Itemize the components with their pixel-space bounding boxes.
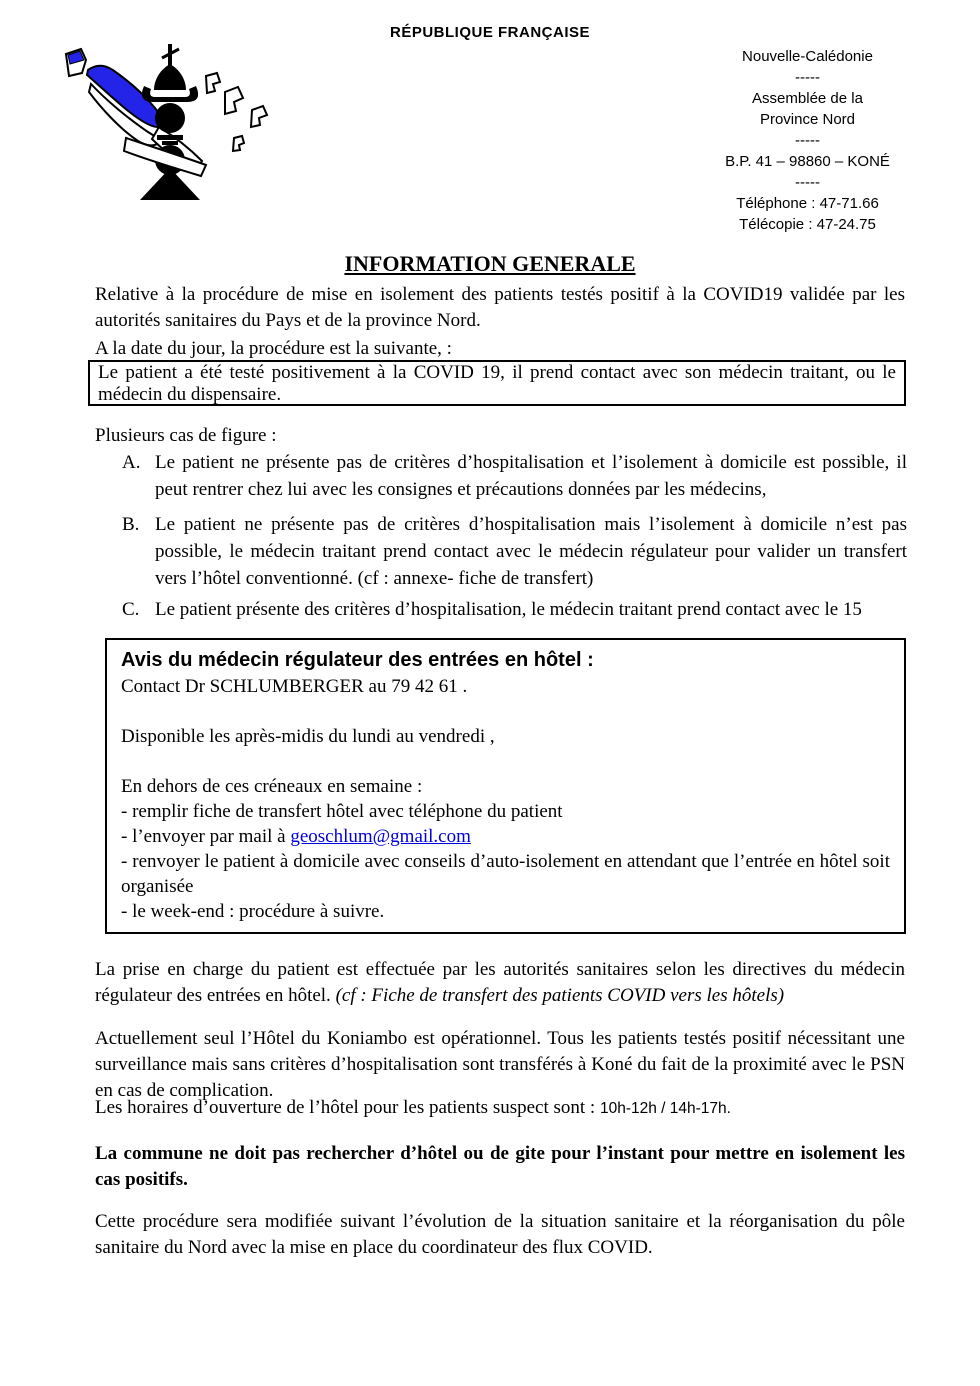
advice-contact-line: Contact Dr SCHLUMBERGER au 79 42 61 . [121,676,468,697]
email-link[interactable]: geoschlum@gmail.com [290,826,471,847]
letterhead-phone: Téléphone : 47-71.66 [736,195,879,212]
case-text-a: Le patient ne présente pas de critères d’hospitalisation et l’isolement à domicile est possible, il peut rentrer chez lui avec les consignes et précautions données par les médecins, [155,452,907,500]
spacer [121,749,890,774]
commune-notice-paragraph: La commune ne doit pas rechercher d’hôtel ou de gite pour l’instant pour mettre en isolement les cas positifs. [95,1143,905,1190]
province-nord-logo [58,42,273,207]
advice-bullet-email-prefix: - l’envoyer par mail à [121,826,291,847]
advice-bullet-transfer-form: - remplir fiche de transfert hôtel avec téléphone du patient [121,801,563,822]
spacer [121,699,890,724]
care-paragraph-text: La prise en charge du patient est effectuée par les autorités sanitaires selon les directives du médecin régulateur des entrées en hôtel. [95,959,905,1006]
advice-bullet-home-isolation: - renvoyer le patient à domicile avec conseils d’auto-isolement en attendant que l’entrée en hôtel soit organisée [121,851,890,897]
hotel-hours-line [95,1095,905,1122]
advice-availability-line: Disponible les après-midis du lundi au vendredi , [121,726,495,747]
page-title-text: INFORMATION GENERALE [344,251,636,276]
regulating-doctor-box [105,638,906,934]
case-text-c: Le patient présente des critères d’hospitalisation, le médecin traitant prend contact avec le 15 [155,599,862,620]
advice-bullet-email [121,824,890,849]
letterhead-territory: Nouvelle-Calédonie [742,48,873,65]
patient-tested-box: Le patient a été testé positivement à la COVID 19, il prend contact avec son médecin traitant, ou le médecin du dispensaire. [88,360,906,406]
case-text-b: Le patient ne présente pas de critères d’hospitalisation mais l’isolement à domicile n’est pas possible, le médecin traitant prend contact avec le médecin régulateur pour valider un transfert vers l’hôtel conventionné. (cf : annexe- fiche de transfert) [155,514,907,589]
intro-paragraph: Relative à la procédure de mise en isolement des patients testés positif à la COVID19 validée par les autorités sanitaires du Pays et de la province Nord. [95,284,905,331]
republic-heading: RÉPUBLIQUE FRANÇAISE [389,24,590,41]
province-nord-logo-icon [58,42,273,207]
hotel-hours-prefix: Les horaires d’ouverture de l’hôtel pour les patients suspect sont : [95,1097,600,1118]
care-paragraph-reference: (cf : Fiche de transfert des patients COVID vers les hôtels) [335,985,785,1006]
case-item-c [95,596,907,623]
advice-other-slots-intro: En dehors de ces créneaux en semaine : [121,776,423,797]
letterhead-province: Province Nord [759,111,856,128]
case-label-b: B. [122,514,140,535]
letterhead-separator: ----- [795,174,820,191]
advice-box-heading: Avis du médecin régulateur des entrées en hôtel : [121,649,594,671]
case-label-a: A. [122,452,141,473]
letterhead-separator: ----- [795,69,820,86]
letterhead-postal-address: B.P. 41 – 98860 – KONÉ [725,153,890,170]
letterhead-address-block [695,46,920,235]
closing-paragraph: Cette procédure sera modifiée suivant l’évolution de la situation sanitaire et la réorganisation du pôle sanitaire du Nord avec la mise en place du coordinateur des flux COVID. [95,1211,905,1258]
page-title [0,251,980,277]
case-item-b [95,511,907,592]
case-item-a [95,449,907,503]
advice-bullet-weekend: - le week-end : procédure à suivre. [121,901,385,922]
letterhead-fax: Télécopie : 47-24.75 [739,216,876,233]
hotel-hours-value: 10h-12h / 14h-17h. [599,1100,731,1117]
procedure-date-line: A la date du jour, la procédure est la suivante, : [95,338,452,359]
hotel-status-paragraph: Actuellement seul l’Hôtel du Koniambo est opérationnel. Tous les patients testés positif nécessitant une surveillance mais sans critères d’hospitalisation sont transférés à Koné du fait de la proximité avec le PSN en cas de complication. [95,1028,905,1101]
care-paragraph [95,957,905,1009]
cases-intro: Plusieurs cas de figure : [95,425,277,446]
case-label-c: C. [122,599,140,620]
letterhead-separator: ----- [795,132,820,149]
letterhead-assembly: Assemblée de la [752,90,863,107]
